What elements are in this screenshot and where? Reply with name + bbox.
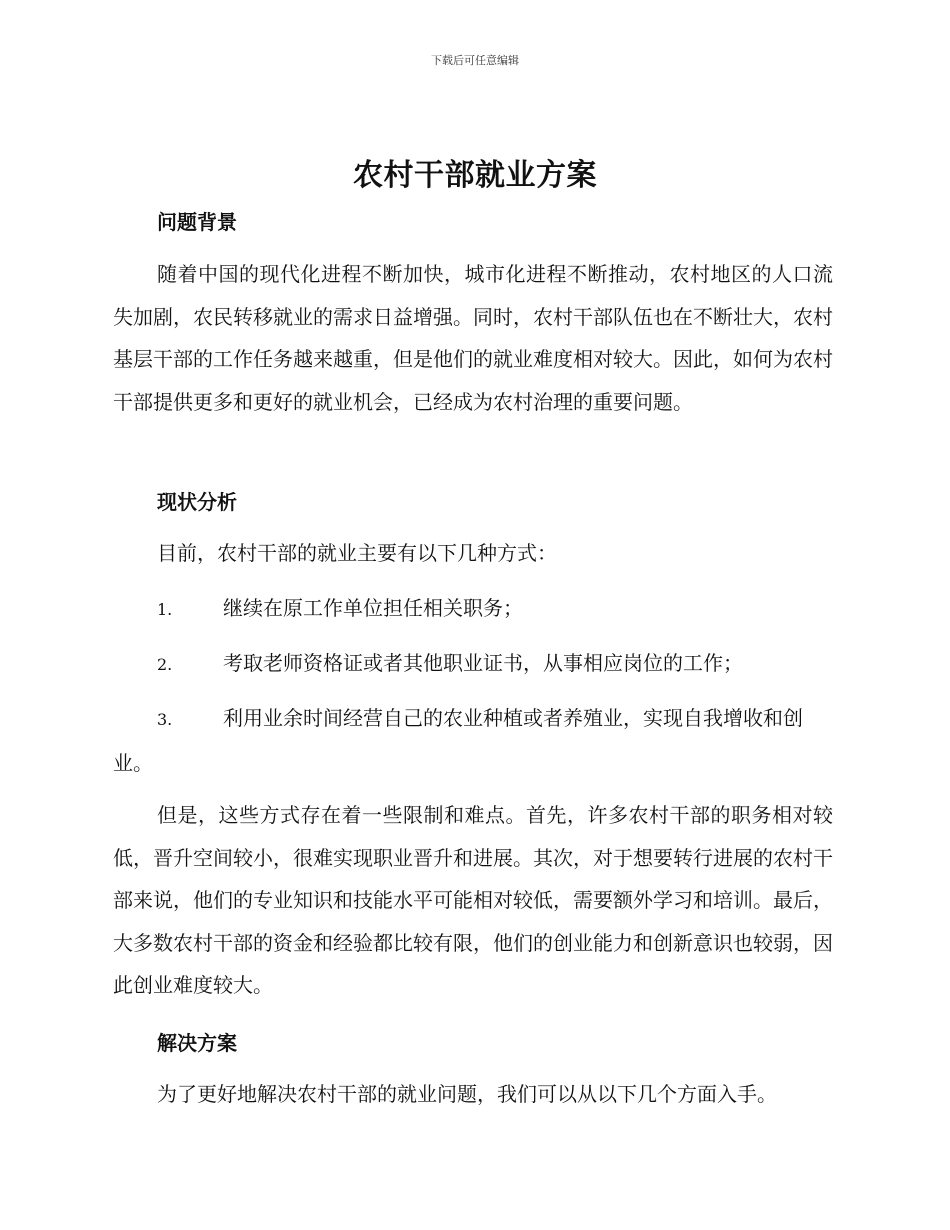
solution-intro: 为了更好地解决农村干部的就业问题，我们可以从以下几个方面入手。 <box>157 1082 777 1106</box>
list-number: 3. <box>157 710 173 729</box>
header-note: 下载后可任意编辑 <box>431 54 519 67</box>
list-item <box>113 587 833 632</box>
status-paragraph: 但是，这些方式存在着一些限制和难点。首先，许多农村干部的职务相对较低，晋升空间较小，很难实现职业晋升和进展。其次，对于想要转行进展的农村干部来说，他们的专业知识和技能水平可能相对较低，需要额外学习和培训。最后，大多数农村干部的资金和经验都比较有限，他们的创业能力和创新意识也较弱，因此创业难度较大。 <box>113 803 833 997</box>
status-intro: 目前，农村干部的就业主要有以下几种方式： <box>157 541 557 565</box>
list-number: 1. <box>157 600 173 619</box>
document-title: 农村干部就业方案 <box>353 158 597 193</box>
list-item <box>113 697 833 784</box>
list-item-text: 考取老师资格证或者其他职业证书，从事相应岗位的工作； <box>223 651 743 675</box>
section-heading-background: 问题背景 <box>157 210 237 234</box>
background-paragraph: 随着中国的现代化进程不断加快，城市化进程不断推动，农村地区的人口流失加剧，农民转移就业的需求日益增强。同时，农村干部队伍也在不断壮大，农村基层干部的工作任务越来越重，但是他们的就业难度相对较大。因此，如何为农村干部提供更多和更好的就业机会，已经成为农村治理的重要问题。 <box>113 262 833 414</box>
list-item <box>113 642 833 687</box>
list-item-text: 利用业余时间经营自己的农业种植或者养殖业，实现自我增收和创业。 <box>113 706 803 775</box>
section-heading-status: 现状分析 <box>157 490 237 514</box>
list-item-text: 继续在原工作单位担任相关职务； <box>223 596 523 620</box>
section-heading-solution: 解决方案 <box>157 1031 237 1055</box>
list-number: 2. <box>157 655 173 674</box>
